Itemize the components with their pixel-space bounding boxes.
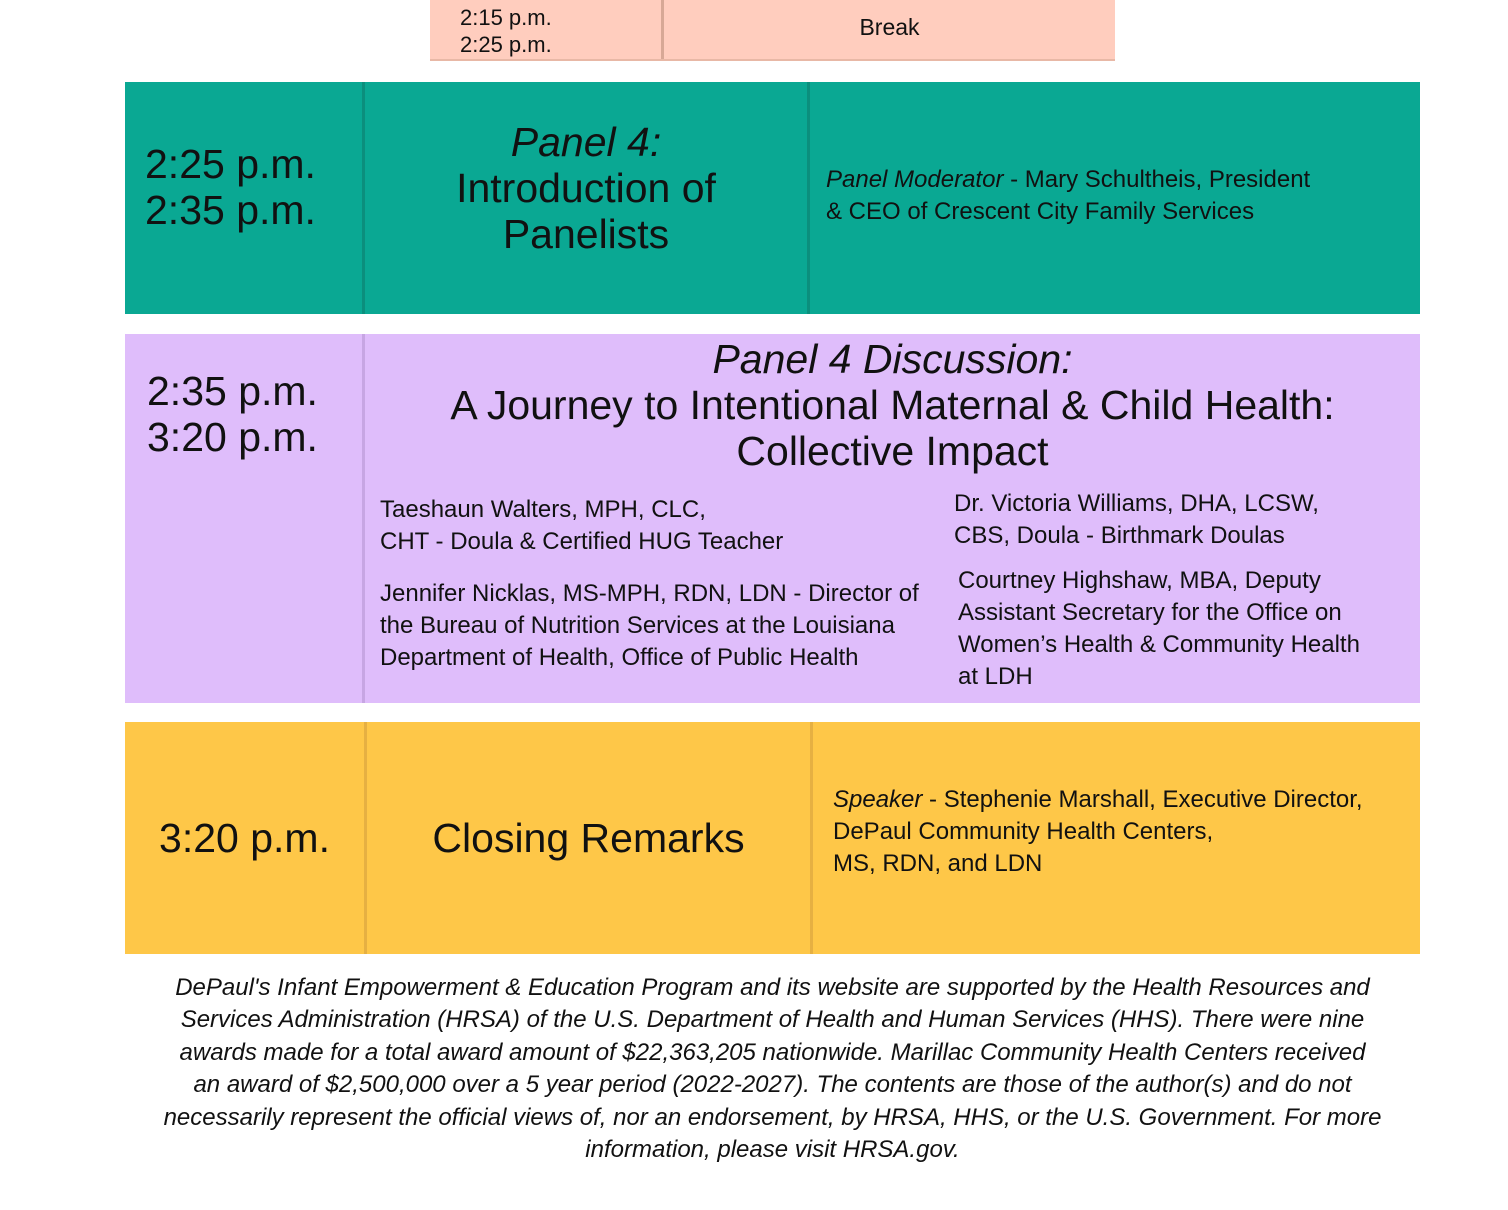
speaker-name: - Stephenie Marshall, Executive Director, xyxy=(922,786,1363,813)
moderator-name: - Mary Schultheis, President xyxy=(1003,166,1311,193)
panel-intro-speaker xyxy=(810,82,1420,314)
closing-time: 3:20 p.m. xyxy=(159,814,330,861)
panel-discussion-end-time: 3:20 p.m. xyxy=(147,414,318,460)
panel-intro-end-time: 2:35 p.m. xyxy=(145,187,316,233)
funding-disclaimer: DePaul's Infant Empowerment & Education Program and its website are supported by the Health Resources and Services Administration (HRSA) of the U.S. Department of Health and Human Services (HHS). There were nine awards made for a total award amount of $22,363,205 nationwide. Marillac Community Health Centers received an award of $2,500,000 over a 5 year period (2022-2027). The contents are those of the author(s) and do not necessarily represent the official views of, nor an endorsement, by HRSA, HHS, or the U.S. Government. For more information, please visit HRSA.gov. xyxy=(163,974,1382,1164)
panelist-taeshaun-walters: Taeshaun Walters, MPH, CLC, CHT - Doula & Certified HUG Teacher xyxy=(380,496,784,555)
panel-discussion-time-cell xyxy=(125,334,362,703)
closing-title: Closing Remarks xyxy=(432,814,745,861)
moderator-role: Panel Moderator xyxy=(826,166,1004,193)
panel-intro-title xyxy=(365,82,807,314)
closing-speaker xyxy=(813,722,1420,954)
panel-intro-title-line2: Panelists xyxy=(502,211,670,257)
panelist-victoria-williams: Dr. Victoria Williams, DHA, LCSW, CBS, Doula - Birthmark Doulas xyxy=(954,490,1319,549)
panel-intro-title-line1: Introduction of xyxy=(456,165,716,211)
speaker-role: Speaker xyxy=(833,786,923,813)
panel-discussion-title-italic: Panel 4 Discussion: xyxy=(712,336,1073,382)
panel-intro-row xyxy=(125,82,1420,314)
panel-discussion-start-time: 2:35 p.m. xyxy=(147,368,318,414)
panel-discussion-title xyxy=(365,334,1420,474)
speaker-org: DePaul Community Health Centers, xyxy=(833,818,1214,845)
break-row xyxy=(430,0,1115,61)
break-time-cell xyxy=(430,0,661,59)
panel-discussion-title-line2: Collective Impact xyxy=(736,428,1049,474)
break-end-time: 2:25 p.m. xyxy=(460,32,552,57)
panel-intro-start-time: 2:25 p.m. xyxy=(145,141,316,187)
break-start-time: 2:15 p.m. xyxy=(460,5,552,30)
panel-intro-time-cell xyxy=(125,82,362,314)
panel-discussion-row xyxy=(125,334,1420,703)
panel-intro-title-italic: Panel 4: xyxy=(510,119,662,165)
moderator-org: & CEO of Crescent City Family Services xyxy=(826,198,1255,225)
closing-row xyxy=(125,722,1420,954)
panelist-courtney-highshaw: Courtney Highshaw, MBA, Deputy Assistant Secretary for the Office on Women’s Health & Community Health at LDH xyxy=(958,567,1360,690)
speaker-credentials: MS, RDN, and LDN xyxy=(833,850,1043,877)
break-label: Break xyxy=(859,14,920,40)
panelist-jennifer-nicklas: Jennifer Nicklas, MS-MPH, RDN, LDN - Director of the Bureau of Nutrition Services at the Louisiana Department of Health, Office of Public Health xyxy=(380,580,919,671)
panel-discussion-title-line1: A Journey to Intentional Maternal & Child Health: xyxy=(450,382,1335,428)
